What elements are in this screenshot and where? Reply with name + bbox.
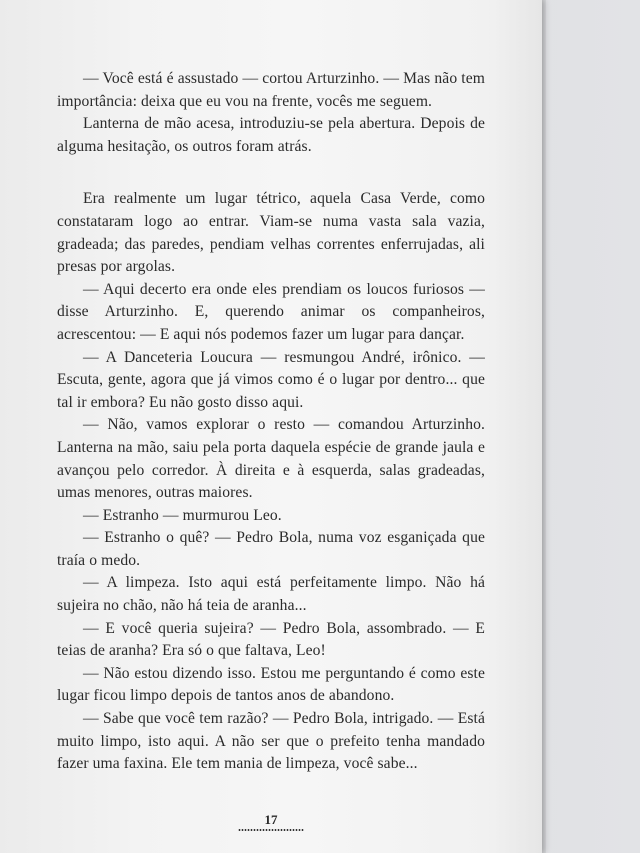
body-text	[57, 68, 485, 776]
paragraph: — Você está é assustado — cortou Arturzinho. — Mas não tem importância: deixa que eu vou na frente, vocês me seguem.	[57, 70, 485, 110]
paragraph: Lanterna de mão acesa, introduziu-se pela abertura. Depois de alguma hesitação, os outros foram atrás.	[57, 115, 485, 155]
paragraph: — Não estou dizendo isso. Estou me perguntando é como este lugar ficou limpo depois de tantos anos de abandono.	[57, 664, 485, 705]
page-number-dotted-rule	[238, 829, 304, 831]
paragraph: — Estranho — murmurou Leo.	[83, 506, 282, 524]
paragraph: Era realmente um lugar tétrico, aquela Casa Verde, como constataram logo ao entrar. Viam-se numa vasta sala vazia, gradeada; das paredes, pendiam velhas correntes enferrujadas, ali presas por argolas.	[57, 190, 485, 276]
paragraph: — E você queria sujeira? — Pedro Bola, assombrado. — E teias de aranha? Era só o que faltava, Leo!	[57, 619, 485, 660]
paragraph: — A limpeza. Isto aqui está perfeitamente limpo. Não há sujeira no chão, não há teia de aranha...	[57, 574, 485, 615]
paragraph: — Sabe que você tem razão? — Pedro Bola, intrigado. — Está muito limpo, isto aqui. A não ser que o prefeito tenha mandado fazer uma faxina. Ele tem mania de limpeza, você sabe...	[57, 710, 485, 773]
page-number: 17	[264, 812, 278, 827]
paragraph: — Estranho o quê? — Pedro Bola, numa voz esganiçada que traía o medo.	[57, 529, 485, 569]
paragraph: — A Danceteria Loucura — resmungou André, irônico. — Escuta, gente, agora que já vimos como é o lugar por dentro... que tal ir embora? Eu não gosto disso aqui.	[57, 348, 485, 411]
paragraph: — Aqui decerto era onde eles prendiam os loucos furiosos — disse Arturzinho. E, querendo animar os companheiros, acrescentou: — E aqui nós podemos fazer um lugar para dançar.	[57, 280, 485, 343]
paragraph: — Não, vamos explorar o resto — comandou Arturzinho. Lanterna na mão, saiu pela porta daquela espécie de grande jaula e avançou pelo corredor. À direita e à esquerda, salas gradeadas, umas menores, outras maiores.	[57, 416, 485, 502]
page-edge	[542, 0, 546, 853]
section-break	[57, 158, 485, 188]
